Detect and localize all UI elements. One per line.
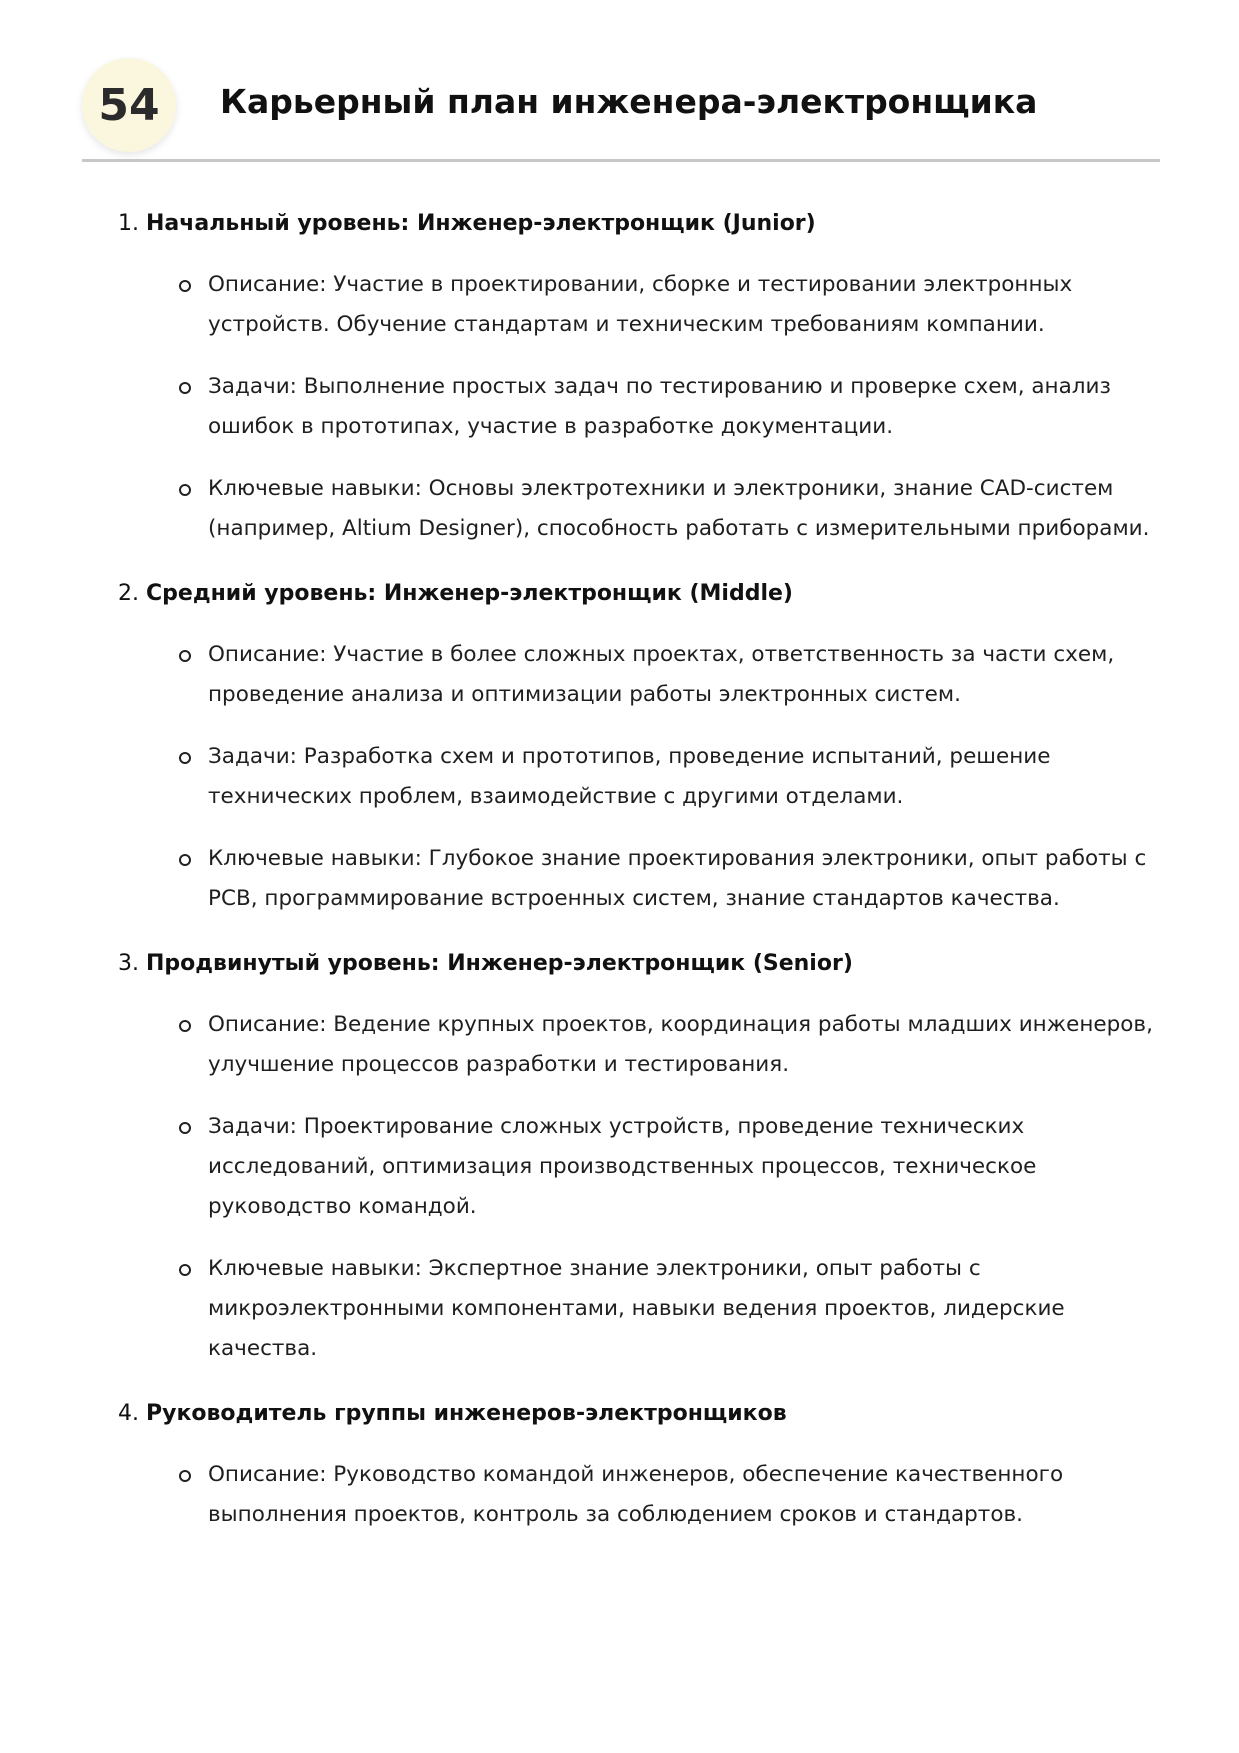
list-item-description [118,1455,1168,1535]
hollow-bullet-icon [179,752,191,764]
level-title: Продвинутый уровень: Инженер-электронщик (Senior) [146,951,853,976]
level-number: 1. [118,211,139,236]
list-item-tasks [118,367,1168,447]
list-item-text: Ключевые навыки: Основы электротехники и электроники, знание CAD-систем (например, Altium Designer), способность работать с измерительными приборами. [208,476,1150,541]
level-heading [118,205,1168,243]
list-item-description [118,1005,1168,1085]
list-item-description [118,635,1168,715]
career-level-2 [118,575,1168,919]
level-title: Средний уровень: Инженер-электронщик (Middle) [146,581,793,606]
career-level-1 [118,205,1168,549]
hollow-bullet-icon [179,382,191,394]
hollow-bullet-icon [179,854,191,866]
list-item-tasks [118,737,1168,817]
list-item-text: Описание: Участие в более сложных проектах, ответственность за части схем, проведение анализа и оптимизации работы электронных систем. [208,642,1115,707]
list-item-text: Описание: Руководство командой инженеров, обеспечение качественного выполнения проектов, контроль за соблюдением сроков и стандартов. [208,1462,1064,1527]
hollow-bullet-icon [179,484,191,496]
career-level-4 [118,1395,1168,1535]
level-heading [118,575,1168,613]
hollow-bullet-icon [179,650,191,662]
level-details [118,1455,1168,1535]
hollow-bullet-icon [179,1264,191,1276]
page-number-badge: 54 [82,58,176,152]
level-number: 4. [118,1401,139,1426]
career-plan-list [118,205,1168,1561]
level-title: Руководитель группы инженеров-электронщиков [146,1401,787,1426]
list-item-skills [118,839,1168,919]
list-item-text: Задачи: Проектирование сложных устройств, проведение технических исследований, оптимизация производственных процессов, техническое руководство командой. [208,1114,1037,1219]
page-header [82,58,1160,162]
page-title: Карьерный план инженера-электронщика [220,82,1038,121]
list-item-text: Описание: Ведение крупных проектов, координация работы младших инженеров, улучшение процессов разработки и тестирования. [208,1012,1153,1077]
hollow-bullet-icon [179,280,191,292]
list-item-skills [118,469,1168,549]
hollow-bullet-icon [179,1122,191,1134]
level-details [118,1005,1168,1369]
level-heading [118,1395,1168,1433]
career-level-3 [118,945,1168,1369]
list-item-tasks [118,1107,1168,1227]
list-item-text: Ключевые навыки: Глубокое знание проектирования электроники, опыт работы с PCB, программирование встроенных систем, знание стандартов качества. [208,846,1147,911]
level-details [118,635,1168,919]
level-heading [118,945,1168,983]
list-item-skills [118,1249,1168,1369]
list-item-text: Описание: Участие в проектировании, сборке и тестировании электронных устройств. Обучение стандартам и техническим требованиям компании. [208,272,1073,337]
list-item-text: Задачи: Выполнение простых задач по тестированию и проверке схем, анализ ошибок в прототипах, участие в разработке документации. [208,374,1111,439]
level-number: 3. [118,951,139,976]
hollow-bullet-icon [179,1470,191,1482]
list-item-text: Ключевые навыки: Экспертное знание электроники, опыт работы с микроэлектронными компонентами, навыки ведения проектов, лидерские качества. [208,1256,1065,1361]
level-details [118,265,1168,549]
level-title: Начальный уровень: Инженер-электронщик (Junior) [146,211,816,236]
hollow-bullet-icon [179,1020,191,1032]
level-number: 2. [118,581,139,606]
list-item-description [118,265,1168,345]
list-item-text: Задачи: Разработка схем и прототипов, проведение испытаний, решение технических проблем, взаимодействие с другими отделами. [208,744,1051,809]
